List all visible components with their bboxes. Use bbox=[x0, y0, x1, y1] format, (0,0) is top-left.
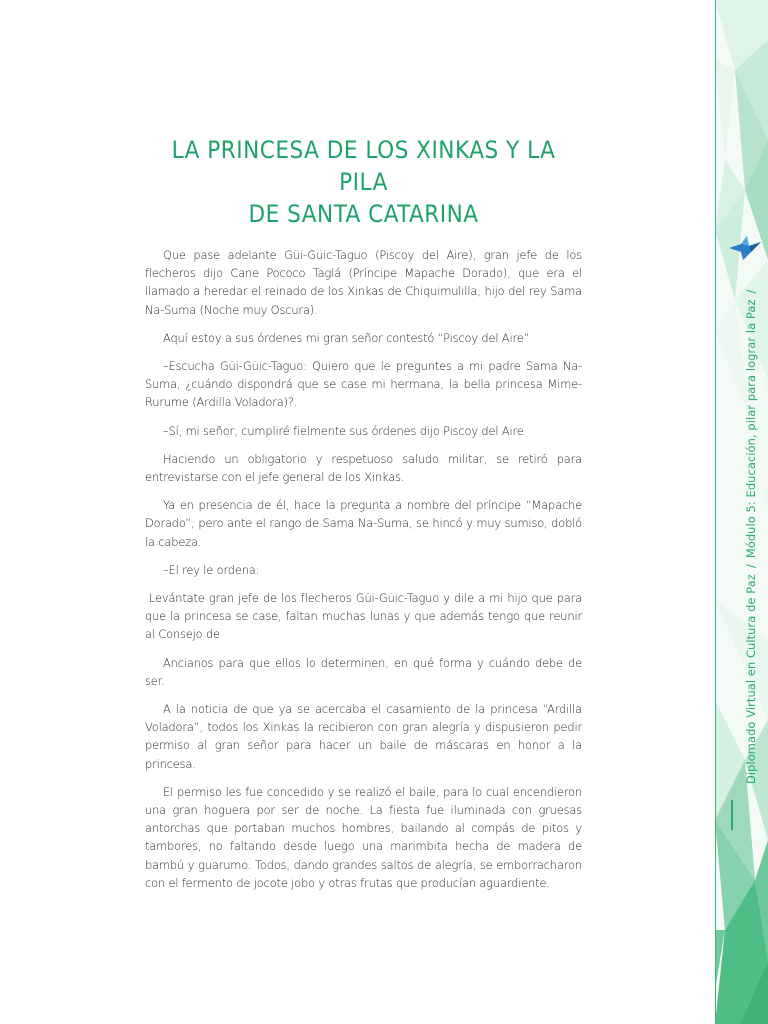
caption-tick bbox=[731, 800, 733, 830]
paragraph: –Escucha Güi-Güic-Taguo: Quiero que le preguntes a mi padre Sama Na-Suma, ¿cuándo dispondrá que se case mi hermana, la bella princesa Mime-Rurume (Ardilla Voladora)?. bbox=[145, 359, 582, 410]
caption-module: Módulo 5: Educación, pilar para lograr la Paz bbox=[744, 299, 758, 559]
decorative-sidebar bbox=[715, 0, 768, 1024]
caption-separator: / bbox=[744, 564, 758, 569]
paragraph: Levántate gran jefe de los flecheros Güi-Güic-Taguo y dile a mi hijo que para que la princesa se case, faltan muchas lunas y que además tengo que reunir al Consejo de bbox=[145, 591, 582, 642]
title-line-2: DE SANTA CATARINA bbox=[248, 200, 479, 228]
polygon-pattern bbox=[715, 0, 768, 1024]
title-line-1: LA PRINCESA DE LOS XINKAS Y LA PILA bbox=[171, 136, 556, 196]
paragraph: –El rey le ordena: bbox=[163, 562, 260, 577]
paragraph: A la noticia de que ya se acercaba el casamiento de la princesa “Ardilla Voladora”, todos los Xinkas la recibieron con gran alegría y dispusieron pedir permiso al gran señor para hacer un baile de máscaras en honor a la princesa. bbox=[145, 702, 582, 771]
vertical-running-header bbox=[744, 284, 758, 784]
paragraph: Haciendo un obligatorio y respetuoso saludo militar, se retiró para entrevistarse con el jefe general de los Xinkas. bbox=[145, 451, 582, 485]
paragraph: El permiso les fue concedido y se realizó el baile, para lo cual encendieron una gran hoguera por ser de noche. La fiesta fue iluminada con gruesas antorchas que portaban muchos hombres, bailando al compás de pitos y tambores, no faltando desde luego una marimbita hecha de madera de bambú y guarumo. Todos, dando grandes saltos de alegría, se emborracharon con el fermento de jocote jobo y otras frutas que producían aguardiente. bbox=[145, 784, 582, 890]
paragraph: Que pase adelante Güi-Güic-Taguo (Piscoy del Aire), gran jefe de los flecheros dijo Cane Pococo Taglá (Príncipe Mapache Dorado), que era el llamado a heredar el reinado de los Xinkas de Chiquimulilla; hijo del rey Sama Na-Suma (Noche muy Oscura). bbox=[145, 248, 582, 317]
paragraph: Ancianos para que ellos lo determinen, en qué forma y cuándo debe de ser. bbox=[145, 655, 582, 688]
paragraph: Ya en presencia de él, hace la pregunta a nombre del príncipe “Mapache Dorado”; pero ante el rango de Sama Na-Suma, se hincó y muy sumiso, dobló la cabeza. bbox=[145, 498, 582, 549]
article-body bbox=[145, 134, 582, 902]
caption-course: Diplomado Virtual en Cultura de Paz bbox=[744, 574, 758, 784]
paragraph: Aquí estoy a sus órdenes mi gran señor contestó “Piscoy del Aire” bbox=[163, 330, 530, 345]
bird-logo-icon bbox=[727, 234, 763, 262]
page-title bbox=[145, 134, 582, 230]
caption-separator-end: / bbox=[744, 289, 758, 294]
sidebar-divider-line bbox=[715, 0, 716, 1024]
paragraph: –Sí, mi señor; cumpliré fielmente sus órdenes dijo Piscoy del Aire bbox=[163, 423, 524, 438]
